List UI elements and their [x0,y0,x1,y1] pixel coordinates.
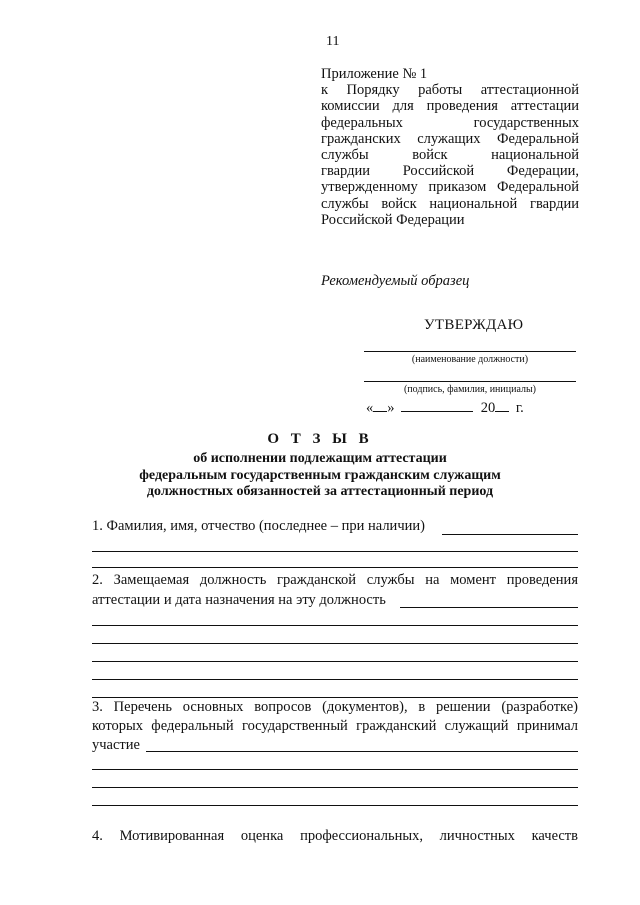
position-line [364,351,576,352]
item-2-answer-line[interactable] [92,697,578,698]
item-2-label-line-1: 2. Замещаемая должность гражданской службы на момент проведения [92,572,578,588]
date-open-quote: « [366,400,374,416]
subtitle-line: федеральным государственным гражданским служащим [139,467,501,483]
date-close-quote: » [387,400,395,416]
appendix-line: службы войск национальной гвардии [321,195,579,212]
item-3-answer-line[interactable] [92,769,578,770]
item-2-answer-line[interactable] [92,661,578,662]
item-1-answer-line[interactable] [92,551,578,552]
appendix-line: утвержденному приказом Федеральной [321,179,579,196]
appendix-line: федеральных государственных [321,114,579,131]
appendix-line: комиссии для проведения аттестации [321,98,579,115]
subtitle-line: об исполнении подлежащим аттестации [193,451,447,466]
item-2-answer-line[interactable] [92,679,578,680]
item-4-label-line-1: 4. Мотивированная оценка профессиональных, личностных качеств [92,828,578,844]
appendix-title: Приложение № 1 [321,66,428,82]
item-1-fill-line[interactable] [442,534,578,535]
item-3-label-line-3: участие [92,737,140,753]
page-number: 11 [326,34,340,49]
appendix-line: к Порядку работы аттестационной [321,82,579,99]
document-title: О Т З Ы В [267,431,373,447]
appendix-line: службы войск национальной [321,147,579,164]
position-caption: (наименование должности) [411,354,529,365]
item-2-fill-line[interactable] [400,607,578,608]
approval-date [366,398,524,417]
appendix-block [321,66,579,228]
item-3-answer-line[interactable] [92,787,578,788]
signature-line [364,381,576,382]
month-blank [401,398,473,412]
item-3-label-line-2: которых федеральный государственный гражданский служащий принимал [92,718,578,734]
approve-heading: УТВЕРЖДАЮ [424,317,524,333]
item-3-label-line-1: 3. Перечень основных вопросов (документов), в решении (разработке) [92,699,578,715]
year-suffix: г. [515,400,524,416]
item-1-label: 1. Фамилия, имя, отчество (последнее – при наличии) [92,518,425,534]
appendix-line: гражданских служащих Федеральной [321,130,579,147]
document-subtitle [0,451,640,501]
item-2-answer-line[interactable] [92,643,578,644]
signature-caption: (подпись, фамилия, инициалы) [403,384,537,395]
item-2-label-line-2: аттестации и дата назначения на эту должность [92,592,386,608]
item-3-fill-line[interactable] [146,751,578,752]
item-1-answer-line[interactable] [92,567,578,568]
appendix-line: Российской Федерации [321,211,465,228]
item-3-answer-line[interactable] [92,805,578,806]
subtitle-line: должностных обязанностей за аттестационный период [146,484,494,499]
year-prefix: 20 [480,400,496,416]
item-2-answer-line[interactable] [92,625,578,626]
appendix-line: гвардии Российской Федерации, [321,163,579,180]
recommended-sample-label: Рекомендуемый образец [321,273,470,289]
year-blank [495,398,509,412]
day-blank [373,398,387,412]
